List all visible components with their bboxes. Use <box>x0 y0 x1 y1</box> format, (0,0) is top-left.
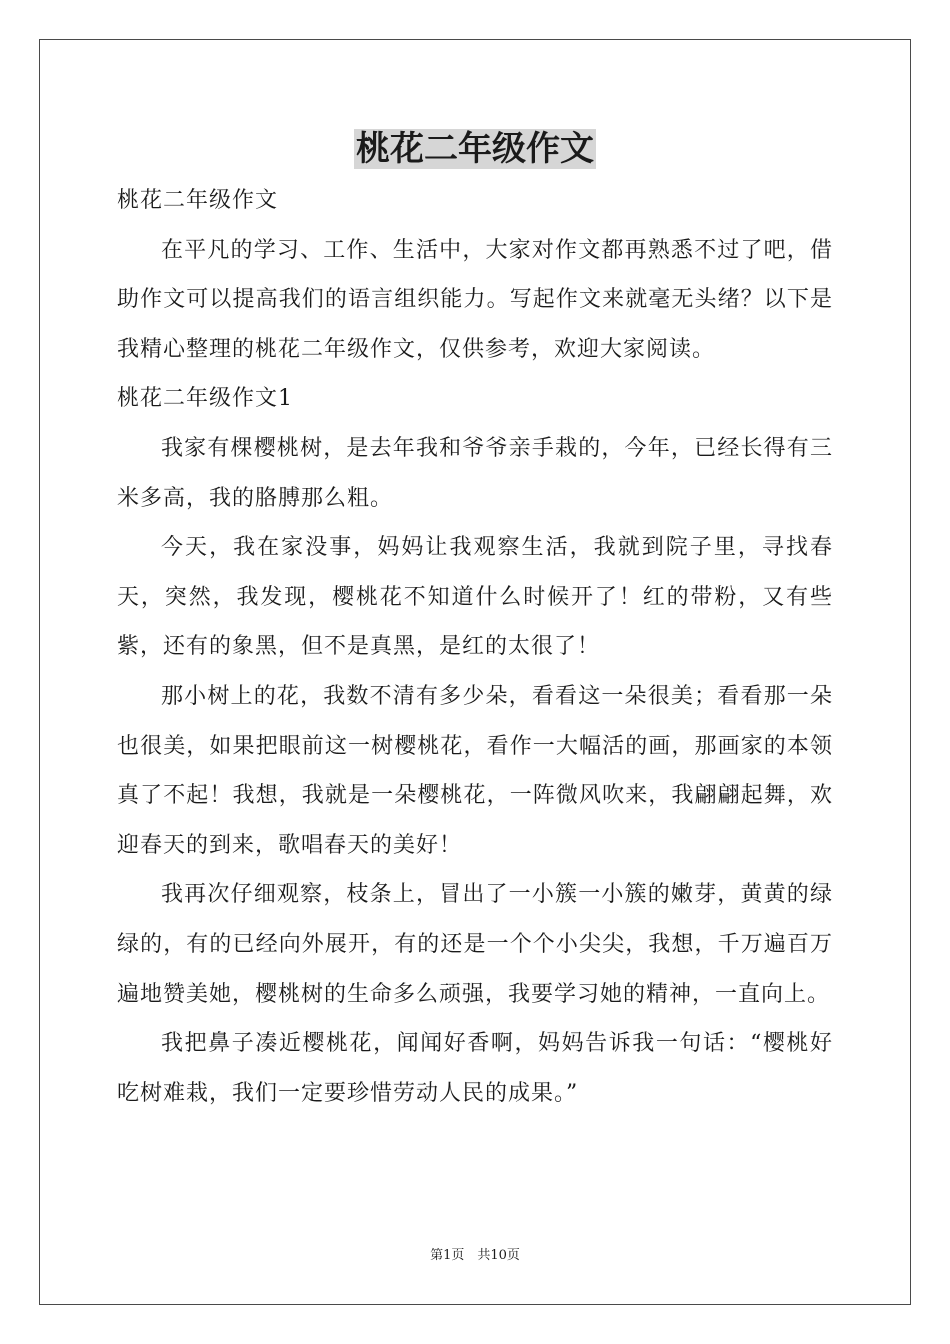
paragraph-intro: 在平凡的学习、工作、生活中，大家对作文都再熟悉不过了吧，借助作文可以提高我们的语言组织能力。写起作文来就毫无头绪？以下是我精心整理的桃花二年级作文，仅供参考，欢迎大家阅读。 <box>117 237 833 362</box>
document-title-text: 桃花二年级作文 <box>356 129 594 169</box>
paragraph: 我把鼻子凑近樱桃花，闻闻好香啊，妈妈告诉我一句话：“樱桃好吃树难栽，我们一定要珍惜劳动人民的成果。” <box>117 1031 833 1106</box>
document-title <box>0 126 950 172</box>
document-body <box>117 176 833 1118</box>
page-footer: 第1页 共10页 <box>430 1248 520 1263</box>
paragraph: 今天，我在家没事，妈妈让我观察生活，我就到院子里，寻找春天，突然，我发现，樱桃花不知道什么时候开了！红的带粉，又有些紫，还有的象黑，但不是真黑，是红的太很了！ <box>117 535 833 660</box>
paragraph-subtitle: 桃花二年级作文 <box>117 188 279 213</box>
paragraph: 我家有棵樱桃树，是去年我和爷爷亲手栽的，今年，已经长得有三米多高，我的胳膊那么粗。 <box>117 435 833 511</box>
section-heading: 桃花二年级作文1 <box>117 386 293 412</box>
paragraph: 那小树上的花，我数不清有多少朵，看看这一朵很美；看看那一朵也很美，如果把眼前这一树樱桃花，看作一大幅活的画，那画家的本领真了不起！我想，我就是一朵樱桃花，一阵微风吹来，我翩翩起舞，欢迎春天的到来，歌唱春天的美好！ <box>117 683 833 858</box>
paragraph: 我再次仔细观察，枝条上，冒出了一小簇一小簇的嫩芽，黄黄的绿绿的，有的已经向外展开，有的还是一个个小尖尖，我想，千万遍百万遍地赞美她，樱桃树的生命多么顽强，我要学习她的精神，一直向上。 <box>117 882 833 1007</box>
